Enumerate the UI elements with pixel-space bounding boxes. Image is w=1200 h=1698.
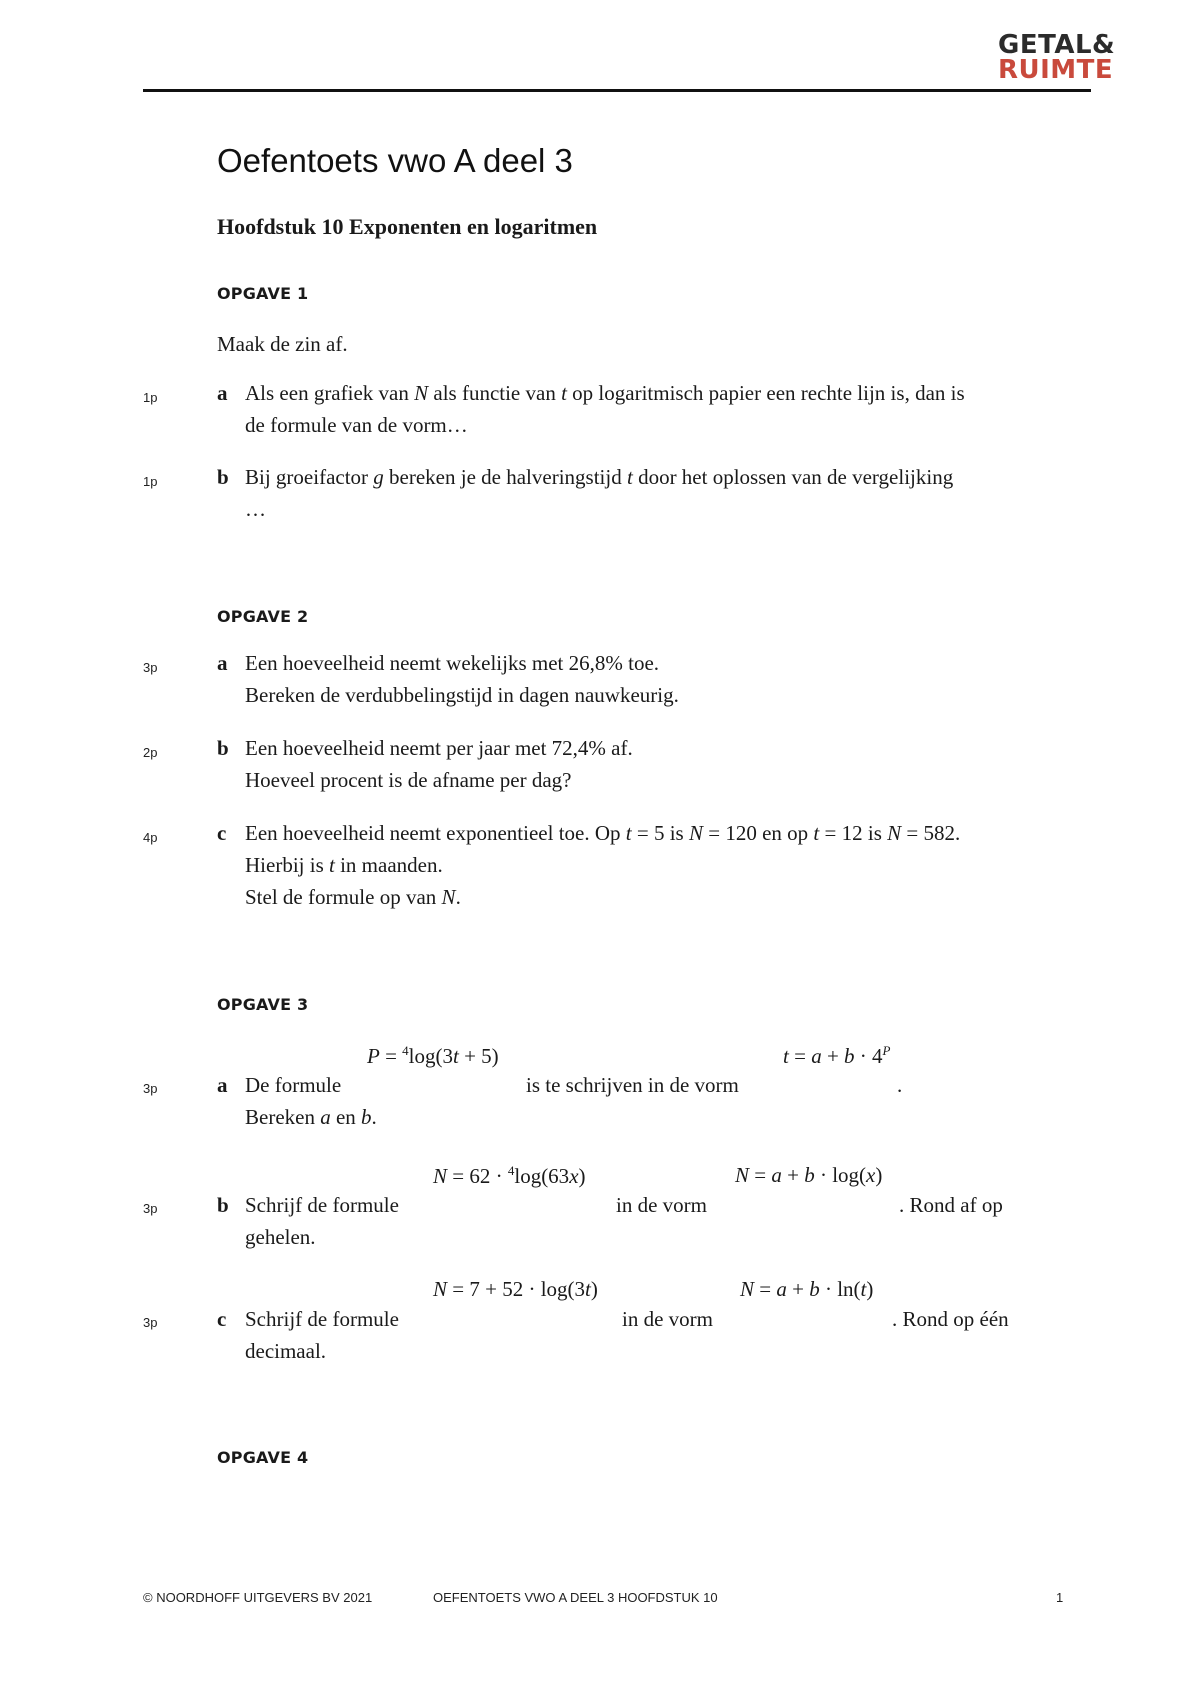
- question-1b-line-1: Bij groeifactor g bereken je de halveringstijd t door het oplossen van de vergelijking: [245, 465, 954, 489]
- formula-3b-target: N = a + b · log(x): [735, 1163, 883, 1187]
- points-1a: 1p: [143, 390, 158, 405]
- question-1a-line-2: de formule van de vorm…: [245, 413, 468, 437]
- question-letter-3b: b: [217, 1193, 229, 1217]
- question-letter-2a: a: [217, 651, 228, 675]
- points-1b: 1p: [143, 474, 158, 489]
- formula-3a-given: P = $^4$log(3t + 5): [367, 1043, 499, 1068]
- question-2b-line-1: Een hoeveelheid neemt per jaar met 72,4% af.: [245, 736, 633, 760]
- chapter-heading: Hoofdstuk 10 Exponenten en logaritmen: [217, 214, 598, 239]
- question-1a-line-1: Als een grafiek van N als functie van t op logaritmisch papier een rechte lijn is, dan is: [245, 381, 965, 405]
- opgave-2-heading: OPGAVE 2: [217, 607, 309, 626]
- points-3c: 3p: [143, 1315, 158, 1330]
- footer-publisher: © NOORDHOFF UITGEVERS BV 2021: [143, 1590, 373, 1605]
- points-2b: 2p: [143, 745, 158, 760]
- question-3c-text-3: . Rond op één: [892, 1307, 1009, 1331]
- question-3b-text-1: Schrijf de formule: [245, 1193, 399, 1217]
- question-3b-text-2: in de vorm: [616, 1193, 707, 1217]
- question-letter-2b: b: [217, 736, 229, 760]
- question-letter-2c: c: [217, 821, 227, 845]
- logo-line-1: GETAL&: [998, 30, 1116, 60]
- opgave-4-heading: OPGAVE 4: [217, 1448, 309, 1467]
- question-3b-text-3: . Rond af op: [899, 1193, 1003, 1217]
- question-2a-line-1: Een hoeveelheid neemt wekelijks met 26,8% toe.: [245, 651, 660, 675]
- question-3a-text-1: De formule: [245, 1073, 342, 1097]
- question-letter-3a: a: [217, 1073, 228, 1097]
- question-2c-line-3: Stel de formule op van N.: [245, 885, 461, 909]
- opgave-3-heading: OPGAVE 3: [217, 995, 309, 1014]
- points-3a: 3p: [143, 1081, 158, 1096]
- footer-page-number: 1: [1056, 1590, 1064, 1605]
- question-2c-line-2: Hierbij is t in maanden.: [245, 853, 443, 877]
- formula-3a-target: $t = a + b \cdot 4^P$: [783, 1043, 891, 1068]
- question-2b-line-2: Hoeveel procent is de afname per dag?: [245, 768, 572, 792]
- formula-3c-target: N = a + b · ln(t): [740, 1277, 874, 1301]
- points-3b: 3p: [143, 1201, 158, 1216]
- question-3a-text-3: .: [897, 1073, 903, 1097]
- points-2c: 4p: [143, 830, 158, 845]
- question-2c-line-1: Een hoeveelheid neemt exponentieel toe. Op t = 5 is N = 120 en op t = 12 is N = 582.: [245, 821, 961, 845]
- question-2a-line-2: Bereken de verdubbelingstijd in dagen nauwkeurig.: [245, 683, 679, 707]
- opgave-1-heading: OPGAVE 1: [217, 284, 309, 303]
- question-3b-line-2: gehelen.: [245, 1225, 316, 1249]
- question-3a-text-2: is te schrijven in de vorm: [526, 1073, 739, 1097]
- logo-line-2: RUIMTE: [998, 55, 1114, 85]
- question-3a-line-2: Bereken a en b.: [245, 1105, 377, 1129]
- question-3c-text-1: Schrijf de formule: [245, 1307, 399, 1331]
- points-2a: 3p: [143, 660, 158, 675]
- footer-document: OEFENTOETS VWO A DEEL 3 HOOFDSTUK 10: [433, 1590, 718, 1605]
- formula-3c-given: N = 7 + 52 · log(3t): [433, 1277, 598, 1301]
- question-3c-line-2: decimaal.: [245, 1339, 327, 1363]
- header-rule: [143, 89, 1091, 92]
- question-letter-1a: a: [217, 381, 228, 405]
- question-1b-line-2: …: [245, 497, 266, 521]
- question-3c-text-2: in de vorm: [622, 1307, 713, 1331]
- formula-3b-given: N = 62 · $^4$log(63x): [433, 1163, 586, 1188]
- page-title: Oefentoets vwo A deel 3: [217, 142, 573, 179]
- question-letter-3c: c: [217, 1307, 227, 1331]
- opgave-1-intro: Maak de zin af.: [217, 332, 348, 356]
- question-letter-1b: b: [217, 465, 229, 489]
